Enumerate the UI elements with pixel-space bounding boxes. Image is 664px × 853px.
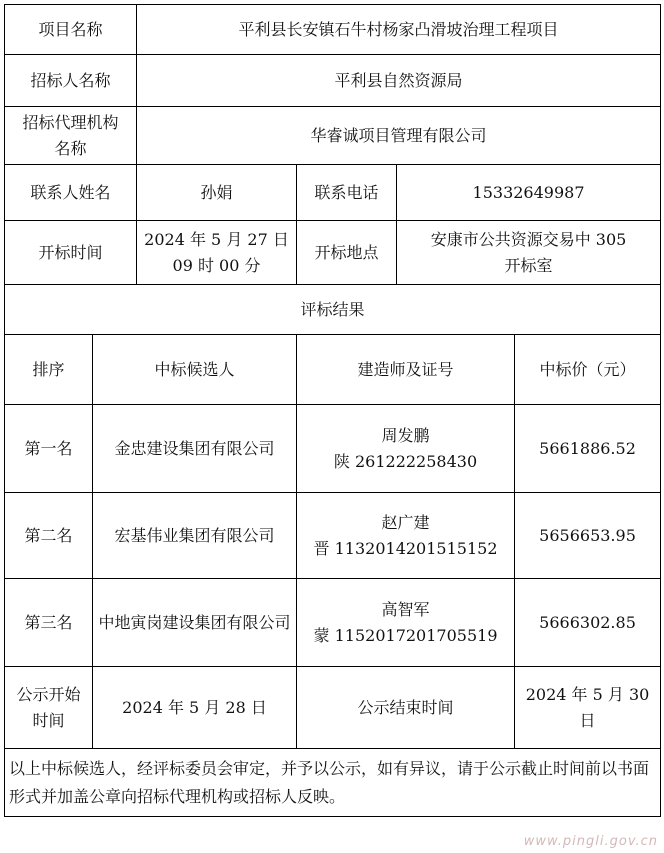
opening-place-line2: 开标室: [504, 255, 553, 275]
builder-name: 高智军: [381, 599, 430, 619]
header-rank: 排序: [5, 335, 93, 405]
site-watermark: www.pingli.gov.cn: [523, 834, 658, 849]
price-cell: 5656653.95: [515, 493, 661, 579]
project-name-value: 平利县长安镇石牛村杨家凸滑坡治理工程项目: [137, 5, 661, 55]
agency-label-line1: 招标代理机构: [22, 112, 119, 132]
footnote: 以上中标候选人，经评标委员会审定，并予以公示，如有异议，请于公示截止时间前以书面形式并加盖公章向招标代理机构或招标人反映。: [5, 749, 661, 817]
contact-phone-label: 联系电话: [297, 165, 397, 221]
builder-cell: [297, 579, 515, 667]
agency-value: 华睿诚项目管理有限公司: [137, 107, 661, 165]
table-row: [5, 493, 661, 579]
opening-place-value: [397, 221, 661, 285]
opening-time-line1: 2024 年 5 月 27 日: [144, 229, 289, 249]
builder-cert: 晋 1132014201515152: [313, 538, 498, 558]
builder-name: 赵广建: [381, 512, 430, 532]
row-result-title: [5, 285, 661, 335]
opening-place-label: 开标地点: [297, 221, 397, 285]
rank-cell: 第三名: [5, 579, 93, 667]
opening-time-value: [137, 221, 297, 285]
tenderer-value: 平利县自然资源局: [137, 55, 661, 107]
contact-phone-value: 15332649987: [397, 165, 661, 221]
row-contact: [5, 165, 661, 221]
project-name-label: 项目名称: [5, 5, 137, 55]
publicity-start-label: [5, 667, 93, 749]
row-tenderer: [5, 55, 661, 107]
header-candidate: 中标候选人: [93, 335, 297, 405]
agency-label: [5, 107, 137, 165]
contact-name-value: 孙娟: [137, 165, 297, 221]
opening-time-label: 开标时间: [5, 221, 137, 285]
builder-cert: 陕 261222258430: [333, 451, 478, 471]
results-header-row: [5, 335, 661, 405]
bid-result-table: [4, 4, 661, 817]
builder-name: 周发鹏: [381, 425, 430, 445]
candidate-cell: 中地寅岗建设集团有限公司: [93, 579, 297, 667]
candidate-cell: 金忠建设集团有限公司: [93, 405, 297, 493]
rank-cell: 第一名: [5, 405, 93, 493]
publicity-start-value: 2024 年 5 月 28 日: [93, 667, 297, 749]
row-project: [5, 5, 661, 55]
price-cell: 5666302.85: [515, 579, 661, 667]
row-publicity: [5, 667, 661, 749]
tenderer-label: 招标人名称: [5, 55, 137, 107]
rank-cell: 第二名: [5, 493, 93, 579]
opening-place-line1: 安康市公共资源交易中 305: [430, 229, 627, 249]
header-builder: 建造师及证号: [297, 335, 515, 405]
publicity-start-label-line2: 时间: [32, 710, 65, 730]
publicity-start-label-line1: 公示开始: [16, 684, 81, 704]
row-note: [5, 749, 661, 817]
header-price: 中标价（元）: [515, 335, 661, 405]
row-opening: [5, 221, 661, 285]
builder-cell: [297, 493, 515, 579]
builder-cell: [297, 405, 515, 493]
publicity-end-label: 公示结束时间: [297, 667, 515, 749]
opening-time-line2: 09 时 00 分: [172, 255, 261, 275]
result-title: 评标结果: [5, 285, 661, 335]
builder-cert: 蒙 1152017201705519: [313, 625, 498, 645]
publicity-end-value: 2024 年 5 月 30 日: [515, 667, 661, 749]
candidate-cell: 宏基伟业集团有限公司: [93, 493, 297, 579]
agency-label-line2: 名称: [54, 138, 87, 158]
table-row: [5, 405, 661, 493]
row-agency: [5, 107, 661, 165]
price-cell: 5661886.52: [515, 405, 661, 493]
contact-name-label: 联系人姓名: [5, 165, 137, 221]
table-row: [5, 579, 661, 667]
